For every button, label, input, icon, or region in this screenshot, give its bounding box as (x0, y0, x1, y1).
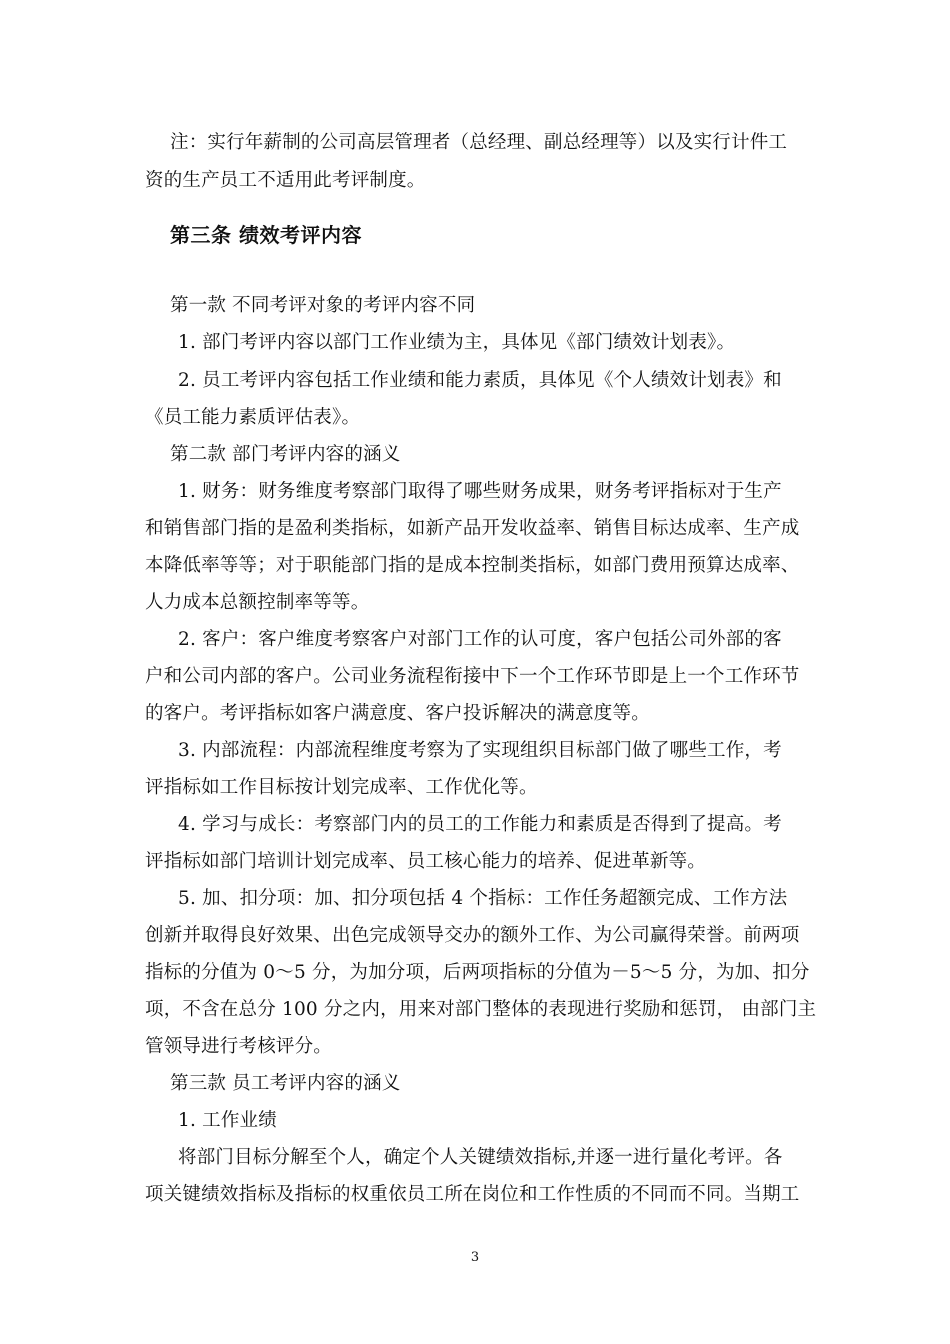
note-line-2: 资的生产员工不适用此考评制度。 (145, 170, 426, 191)
customer-line-3: 的客户。考评指标如客户满意度、客户投诉解决的满意度等。 (145, 703, 650, 724)
finance-line-3: 本降低率等等；对于职能部门指的是成本控制类指标，如部门费用预算达成率、 (145, 555, 800, 576)
process-line-1: 3. 内部流程：内部流程维度考察为了实现组织目标部门做了哪些工作，考 (178, 740, 782, 761)
bonus-line-1: 5. 加、扣分项：加、扣分项包括 4 个指标：工作任务超额完成、工作方法 (178, 888, 788, 909)
finance-line-2: 和销售部门指的是盈利类指标，如新产品开发收益率、销售目标达成率、生产成 (145, 518, 800, 539)
section1-title: 第一款 不同考评对象的考评内容不同 (170, 295, 476, 316)
section3-item1: 1. 工作业绩 (178, 1110, 277, 1131)
section1-item2-line1: 2. 员工考评内容包括工作业绩和能力素质，具体见《个人绩效计划表》和 (178, 370, 782, 391)
article-heading: 第三条 绩效考评内容 (170, 223, 362, 247)
bonus-line-4: 项，不含在总分 100 分之内，用来对部门整体的表现进行奖励和惩罚， 由部门主 (145, 999, 817, 1020)
bonus-line-5: 管领导进行考核评分。 (145, 1036, 333, 1057)
process-line-2: 评指标如工作目标按计划完成率、工作优化等。 (145, 777, 538, 798)
bonus-line-3: 指标的分值为 0～5 分，为加分项，后两项指标的分值为－5～5 分，为加、扣分 (145, 962, 810, 983)
section3-title: 第三款 员工考评内容的涵义 (170, 1073, 401, 1094)
section1-item1: 1. 部门考评内容以部门工作业绩为主，具体见《部门绩效计划表》。 (178, 332, 736, 353)
finance-line-4: 人力成本总额控制率等等。 (145, 592, 370, 613)
customer-line-1: 2. 客户：客户维度考察客户对部门工作的认可度，客户包括公司外部的客 (178, 629, 782, 650)
bonus-line-2: 创新并取得良好效果、出色完成领导交办的额外工作、为公司赢得荣誉。前两项 (145, 925, 800, 946)
section3-para-line-1: 将部门目标分解至个人，确定个人关键绩效指标,并逐一进行量化考评。各 (178, 1147, 783, 1168)
note-line-1: 注：实行年薪制的公司高层管理者（总经理、副总经理等）以及实行计件工 (170, 132, 788, 153)
section3-para-line-2: 项关键绩效指标及指标的权重依员工所在岗位和工作性质的不同而不同。当期工 (145, 1184, 800, 1205)
learning-line-2: 评指标如部门培训计划完成率、员工核心能力的培养、促进革新等。 (145, 851, 707, 872)
learning-line-1: 4. 学习与成长：考察部门内的员工的工作能力和素质是否得到了提高。考 (178, 814, 782, 835)
section2-title: 第二款 部门考评内容的涵义 (170, 444, 401, 465)
section1-item2-line2: 《员工能力素质评估表》。 (145, 407, 361, 428)
finance-line-1: 1. 财务：财务维度考察部门取得了哪些财务成果，财务考评指标对于生产 (178, 481, 782, 502)
page-number: 3 (470, 1250, 480, 1265)
customer-line-2: 户和公司内部的客户。公司业务流程衔接中下一个工作环节即是上一个工作环节 (145, 666, 800, 687)
